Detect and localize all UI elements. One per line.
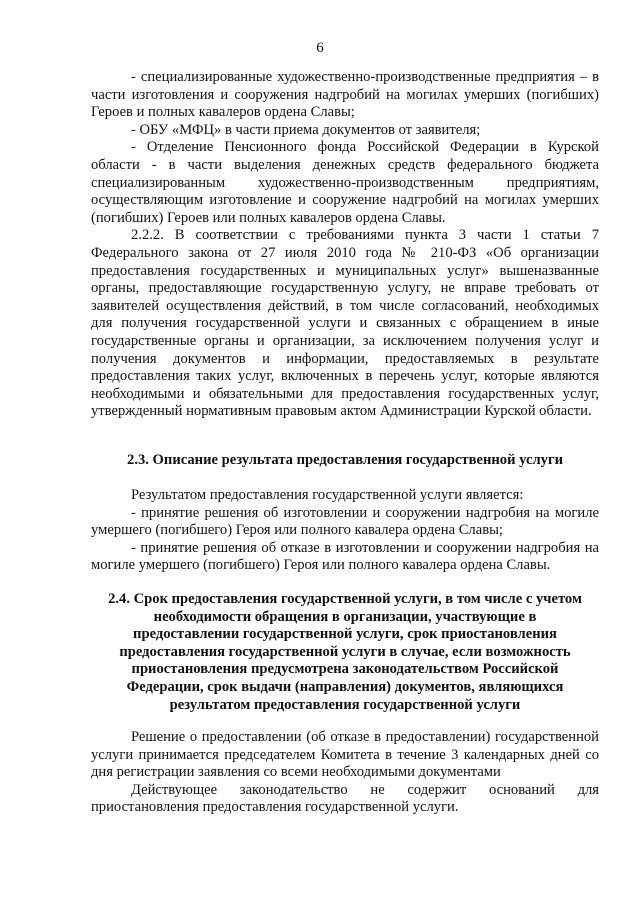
paragraph-2-2-2: 2.2.2. В соответствии с требованиями пункта 3 части 1 статьи 7 Федерального закона от 27 июля 2010 года № 210-ФЗ «Об организации предоставления государственных и муниципальных услуг» вышеназванные органы, предоставляющие государственную услугу, не вправе требовать от заявителей осуществления действий, в том числе согласований, необходимых для получения государственной услуги и связанных с обращением в иные государственные органы и организации, за исключением получения услуг и получения документов и информации, предоставляемых в результате предоставления таких услуг, включенных в перечень услуг, которые являются необходимыми и обязательными для предоставления государственных услуг, утвержденный нормативным правовым актом Администрации Курской области. <box>91 227 599 420</box>
page-number: 6 <box>316 40 324 56</box>
paragraph-result-approve: - принятие решения об изготовлении и сооружении надгробия на могиле умершего (погибшего) Героя или полного кавалера ордена Славы; <box>91 504 599 539</box>
paragraph-mfc: - ОБУ «МФЦ» в части приема документов от заявителя; <box>131 121 481 138</box>
participants-section <box>91 69 599 421</box>
paragraph-art-enterprises: - специализированные художественно-производственные предприятия – в части изготовления и сооружения надгробий на могилах умерших (погибших) Героев и полных кавалеров ордена Славы; <box>91 69 599 121</box>
paragraph-decision-term: Решение о предоставлении (об отказе в предоставлении) государственной услуги принимается председателем Комитета в течение 3 календарных дней со дня регистрации заявления со всеми необходимыми документами <box>91 729 599 781</box>
section-2-4-body <box>91 729 599 817</box>
section-2-4-heading: 2.4. Срок предоставления государственной услуги, в том числе с учетом необходимости обращения в организации, участвующие в предоставлении государственной услуги, срок приостановления предоставления государственной услуги в случае, если возможность приостановления предусмотрена законодательством Российской Федерации, срок выдачи (направления) документов, являющихся результатом предоставления государственной услуги <box>108 591 582 713</box>
paragraph-result-intro: Результатом предоставления государственной услуги является: <box>131 487 524 503</box>
paragraph-suspension: Действующее законодательство не содержит оснований для приостановления предоставления государственной услуги. <box>91 781 599 816</box>
paragraph-pension-fund: - Отделение Пенсионного фонда Российской Федерации в Курской области - в части выделения денежных средств федерального бюджета специализированным художественно-производственным предприятиям, осуществляющим изготовление и сооружение надгробий на могилах умерших (погибших) Героев или полных кавалеров ордена Славы. <box>91 139 599 226</box>
section-2-3-heading: 2.3. Описание результата предоставления государственной услуги <box>127 452 563 468</box>
section-2-3-body <box>91 487 599 575</box>
paragraph-result-refuse: - принятие решения об отказе в изготовлении и сооружении надгробия на могиле умершего (погибшего) Героя или полного кавалера ордена Славы. <box>91 539 599 574</box>
